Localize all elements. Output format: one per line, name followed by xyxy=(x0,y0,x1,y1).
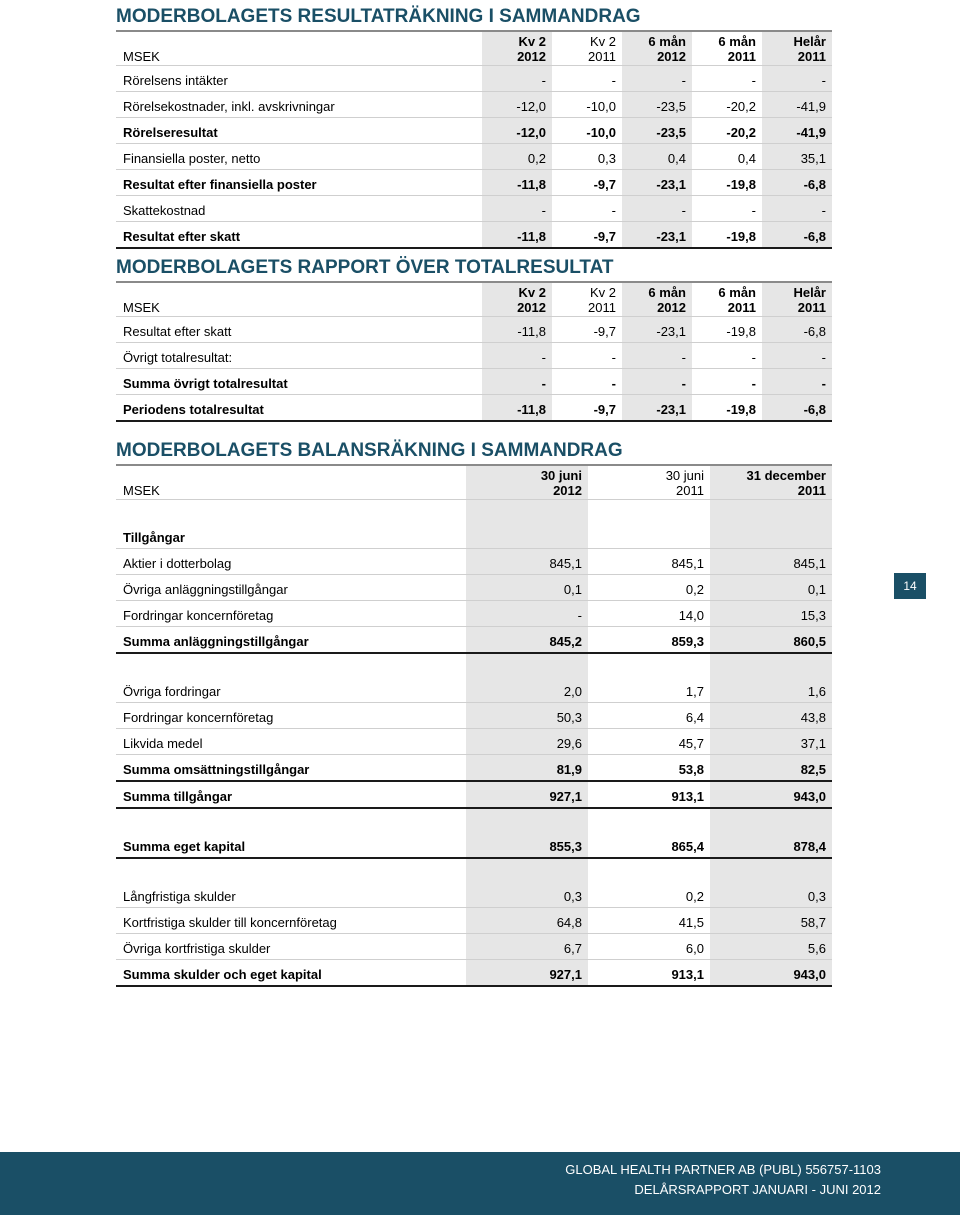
cell: -23,1 xyxy=(622,222,692,249)
cell: -11,8 xyxy=(482,395,552,422)
table-row xyxy=(116,523,832,549)
income-col-header: Kv 2 2012 xyxy=(482,32,552,66)
row-label: Summa skulder och eget kapital xyxy=(116,960,466,987)
table-row xyxy=(116,960,832,987)
table-row xyxy=(116,781,832,808)
cell: 859,3 xyxy=(588,627,710,654)
footer-report: DELÅRSRAPPORT JANUARI - JUNI 2012 xyxy=(634,1182,881,1197)
comprehensive-col-header: Kv 2 2011 xyxy=(552,283,622,317)
comprehensive-income-section xyxy=(116,255,832,422)
income-header-row xyxy=(116,32,832,66)
spacer-row xyxy=(116,653,832,677)
income-col-header: Helår 2011 xyxy=(762,32,832,66)
cell: - xyxy=(552,343,622,369)
row-label: Övriga anläggningstillgångar xyxy=(116,575,466,601)
cell: 43,8 xyxy=(710,703,832,729)
cell: 927,1 xyxy=(466,960,588,987)
cell: - xyxy=(482,343,552,369)
cell: - xyxy=(482,369,552,395)
spacer-row xyxy=(116,858,832,882)
cell: -11,8 xyxy=(482,222,552,249)
table-row xyxy=(116,934,832,960)
table-row xyxy=(116,601,832,627)
cell: 855,3 xyxy=(466,832,588,858)
row-label: Resultat efter finansiella poster xyxy=(116,170,482,196)
table-row xyxy=(116,627,832,654)
income-col-header: Kv 2 2011 xyxy=(552,32,622,66)
comprehensive-header-row xyxy=(116,283,832,317)
cell: 0,3 xyxy=(710,882,832,908)
cell: - xyxy=(692,66,762,92)
cell: 0,2 xyxy=(482,144,552,170)
row-label: Summa omsättningstillgångar xyxy=(116,755,466,782)
row-label: Rörelsens intäkter xyxy=(116,66,482,92)
income-col-header: 6 mån 2011 xyxy=(692,32,762,66)
income-statement-table xyxy=(116,32,832,249)
cell: 45,7 xyxy=(588,729,710,755)
cell: 0,3 xyxy=(466,882,588,908)
row-label: Summa tillgångar xyxy=(116,781,466,808)
cell: - xyxy=(622,369,692,395)
cell: - xyxy=(762,196,832,222)
cell: - xyxy=(552,66,622,92)
balance-sheet-table xyxy=(116,466,832,987)
row-label: Kortfristiga skulder till koncernföretag xyxy=(116,908,466,934)
balance-header-row xyxy=(116,466,832,500)
comprehensive-col-header: Helår 2011 xyxy=(762,283,832,317)
table-row xyxy=(116,343,832,369)
table-row xyxy=(116,66,832,92)
balance-unit-label: MSEK xyxy=(116,466,466,500)
row-label: Fordringar koncernföretag xyxy=(116,601,466,627)
cell: 6,0 xyxy=(588,934,710,960)
cell: -11,8 xyxy=(482,317,552,343)
cell: 41,5 xyxy=(588,908,710,934)
row-label: Fordringar koncernföretag xyxy=(116,703,466,729)
footer xyxy=(0,1152,960,1215)
cell: -23,5 xyxy=(622,118,692,144)
cell: 913,1 xyxy=(588,781,710,808)
cell: - xyxy=(762,369,832,395)
table-row xyxy=(116,92,832,118)
spacer-row xyxy=(116,500,832,524)
cell: 29,6 xyxy=(466,729,588,755)
income-statement-title: MODERBOLAGETS RESULTATRÄKNING I SAMMANDRAG xyxy=(116,4,832,32)
balance-col-header: 30 juni 2012 xyxy=(466,466,588,500)
table-row xyxy=(116,222,832,249)
row-label: Övriga fordringar xyxy=(116,677,466,703)
cell: 58,7 xyxy=(710,908,832,934)
cell: -9,7 xyxy=(552,317,622,343)
cell: -23,1 xyxy=(622,317,692,343)
page-number: 14 xyxy=(894,573,926,599)
cell: -6,8 xyxy=(762,395,832,422)
spacer-row xyxy=(116,808,832,832)
cell: - xyxy=(692,343,762,369)
footer-company: GLOBAL HEALTH PARTNER AB (PUBL) 556757-1103 xyxy=(565,1162,881,1177)
cell: - xyxy=(622,66,692,92)
balance-col-header: 30 juni 2011 xyxy=(588,466,710,500)
row-label: Skattekostnad xyxy=(116,196,482,222)
table-row xyxy=(116,703,832,729)
cell: 0,4 xyxy=(622,144,692,170)
cell: 6,4 xyxy=(588,703,710,729)
row-label: Summa övrigt totalresultat xyxy=(116,369,482,395)
comprehensive-income-table xyxy=(116,283,832,422)
cell: -23,5 xyxy=(622,92,692,118)
cell: -6,8 xyxy=(762,170,832,196)
balance-sheet-title: MODERBOLAGETS BALANSRÄKNING I SAMMANDRAG xyxy=(116,438,832,466)
table-row xyxy=(116,395,832,422)
table-row xyxy=(116,196,832,222)
cell: - xyxy=(622,343,692,369)
cell: -11,8 xyxy=(482,170,552,196)
cell: 82,5 xyxy=(710,755,832,782)
assets-heading: Tillgångar xyxy=(116,523,466,549)
table-row xyxy=(116,755,832,782)
cell: 0,3 xyxy=(552,144,622,170)
row-label: Övriga kortfristiga skulder xyxy=(116,934,466,960)
row-label: Resultat efter skatt xyxy=(116,222,482,249)
row-label: Aktier i dotterbolag xyxy=(116,549,466,575)
row-label: Likvida medel xyxy=(116,729,466,755)
cell: -19,8 xyxy=(692,222,762,249)
cell: -20,2 xyxy=(692,92,762,118)
cell: 865,4 xyxy=(588,832,710,858)
row-label: Rörelseresultat xyxy=(116,118,482,144)
cell: - xyxy=(552,196,622,222)
cell: 943,0 xyxy=(710,781,832,808)
table-row xyxy=(116,908,832,934)
cell: 845,2 xyxy=(466,627,588,654)
cell: -6,8 xyxy=(762,222,832,249)
cell: -20,2 xyxy=(692,118,762,144)
row-label: Resultat efter skatt xyxy=(116,317,482,343)
cell: -9,7 xyxy=(552,222,622,249)
cell: 845,1 xyxy=(466,549,588,575)
row-label: Summa anläggningstillgångar xyxy=(116,627,466,654)
cell: 0,1 xyxy=(466,575,588,601)
cell: -41,9 xyxy=(762,118,832,144)
cell: -6,8 xyxy=(762,317,832,343)
cell: 35,1 xyxy=(762,144,832,170)
income-unit-label: MSEK xyxy=(116,32,482,66)
cell: 943,0 xyxy=(710,960,832,987)
row-label: Rörelsekostnader, inkl. avskrivningar xyxy=(116,92,482,118)
cell: 927,1 xyxy=(466,781,588,808)
comprehensive-col-header: Kv 2 2012 xyxy=(482,283,552,317)
cell: -9,7 xyxy=(552,395,622,422)
cell: 0,4 xyxy=(692,144,762,170)
cell: - xyxy=(622,196,692,222)
cell: 913,1 xyxy=(588,960,710,987)
cell: 0,2 xyxy=(588,882,710,908)
cell: - xyxy=(762,343,832,369)
table-row xyxy=(116,677,832,703)
cell: -41,9 xyxy=(762,92,832,118)
row-label: Finansiella poster, netto xyxy=(116,144,482,170)
cell: - xyxy=(482,66,552,92)
cell: 37,1 xyxy=(710,729,832,755)
table-row xyxy=(116,549,832,575)
cell: - xyxy=(482,196,552,222)
cell: 0,1 xyxy=(710,575,832,601)
comprehensive-unit-label: MSEK xyxy=(116,283,482,317)
cell: -12,0 xyxy=(482,92,552,118)
income-statement-section xyxy=(116,4,832,249)
row-label: Periodens totalresultat xyxy=(116,395,482,422)
cell: 845,1 xyxy=(588,549,710,575)
cell: 15,3 xyxy=(710,601,832,627)
balance-sheet-section xyxy=(116,438,832,987)
table-row xyxy=(116,317,832,343)
cell: 64,8 xyxy=(466,908,588,934)
cell: 6,7 xyxy=(466,934,588,960)
cell: - xyxy=(692,196,762,222)
table-row xyxy=(116,832,832,858)
table-row xyxy=(116,118,832,144)
cell: - xyxy=(552,369,622,395)
cell: 2,0 xyxy=(466,677,588,703)
comprehensive-col-header: 6 mån 2012 xyxy=(622,283,692,317)
cell: 5,6 xyxy=(710,934,832,960)
cell: - xyxy=(466,601,588,627)
cell: 14,0 xyxy=(588,601,710,627)
cell: 0,2 xyxy=(588,575,710,601)
row-label: Summa eget kapital xyxy=(116,832,466,858)
cell: 845,1 xyxy=(710,549,832,575)
cell: 1,6 xyxy=(710,677,832,703)
table-row xyxy=(116,575,832,601)
income-col-header: 6 mån 2012 xyxy=(622,32,692,66)
row-label: Långfristiga skulder xyxy=(116,882,466,908)
cell: 878,4 xyxy=(710,832,832,858)
comprehensive-income-title: MODERBOLAGETS RAPPORT ÖVER TOTALRESULTAT xyxy=(116,255,832,283)
row-label: Övrigt totalresultat: xyxy=(116,343,482,369)
table-row xyxy=(116,170,832,196)
cell: - xyxy=(692,369,762,395)
cell: 50,3 xyxy=(466,703,588,729)
cell: 53,8 xyxy=(588,755,710,782)
table-row xyxy=(116,144,832,170)
cell: -23,1 xyxy=(622,170,692,196)
cell: 1,7 xyxy=(588,677,710,703)
cell: -10,0 xyxy=(552,118,622,144)
cell: - xyxy=(762,66,832,92)
cell: -19,8 xyxy=(692,395,762,422)
cell: -10,0 xyxy=(552,92,622,118)
balance-col-header: 31 december 2011 xyxy=(710,466,832,500)
cell: -19,8 xyxy=(692,170,762,196)
cell: -9,7 xyxy=(552,170,622,196)
comprehensive-col-header: 6 mån 2011 xyxy=(692,283,762,317)
table-row xyxy=(116,369,832,395)
cell: 81,9 xyxy=(466,755,588,782)
table-row xyxy=(116,729,832,755)
cell: -12,0 xyxy=(482,118,552,144)
cell: -23,1 xyxy=(622,395,692,422)
cell: -19,8 xyxy=(692,317,762,343)
cell: 860,5 xyxy=(710,627,832,654)
table-row xyxy=(116,882,832,908)
